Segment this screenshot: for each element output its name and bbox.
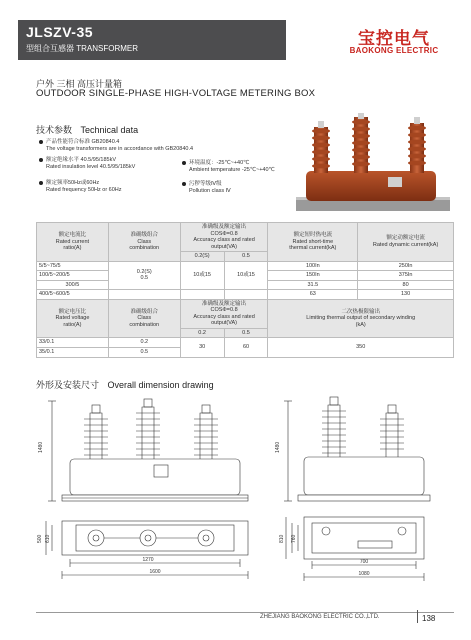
dim-depth-1: 500 <box>37 534 43 543</box>
footer-divider <box>36 612 454 613</box>
spec-item: 额定频率50Hz或60Hz Rated frequency 50Hz or 60Hz <box>46 180 186 194</box>
side-view <box>284 397 430 501</box>
insulator-left <box>312 121 330 173</box>
insulator-center <box>352 113 370 173</box>
page-number: 138 <box>422 614 436 623</box>
dim-height-right: 1480 <box>275 441 281 453</box>
dim-height-left: 1480 <box>38 441 44 453</box>
brand-name-en: BAOKONG ELECTRIC <box>349 46 439 55</box>
front-view <box>48 399 248 501</box>
table-row: 35/0.1 0.5 <box>37 348 454 358</box>
brand-logo <box>335 24 453 58</box>
spec-item: 污秽等级Ⅳ级 Pollution class Ⅳ <box>189 181 289 195</box>
dim-side-inner: 700 <box>359 559 369 565</box>
bullet-icon <box>182 182 186 186</box>
table-row: 100/5~200/5 150In 375In <box>37 271 454 281</box>
brand-name-cn: 宝控电气 <box>358 29 430 48</box>
tech-section-title <box>36 123 138 136</box>
table-row: 400/5~600/5 63 130 <box>37 290 454 300</box>
footer-company: ZHEJIANG BAOKONG ELECTRIC CO.,LTD. <box>260 614 380 620</box>
dim-width-inner: 1270 <box>142 557 154 563</box>
dim-depth-2: 610 <box>45 534 51 543</box>
tech-title-en: Technical data <box>80 125 139 135</box>
tech-title-cn: 技术参数 <box>36 125 73 135</box>
spec-item: 额定绝缘水平 40.5/95/185kV Rated insulation level 40.5/95/185kV <box>46 157 186 171</box>
drawing-title-en: Overall dimension drawing <box>107 380 214 390</box>
bullet-icon <box>39 181 43 185</box>
dim-side-outer: 1080 <box>358 571 370 577</box>
insulator-right <box>408 117 426 173</box>
front-insulator-right <box>194 405 218 459</box>
dimension-drawing <box>36 393 454 601</box>
bullet-icon <box>39 140 43 144</box>
table-header-row: 额定电压比 Rated voltage ratio(A) 准确级组合 Class combination 准确级及额定输出 COSΦ=0.8 Accuracy class and rated output(VA) 二次热极限输出 Limiting thermal output of secondary winding (kA) <box>37 299 454 328</box>
model-subtitle: 型组合互感器 TRANSFORMER <box>26 44 138 53</box>
front-insulator-left <box>84 405 108 459</box>
side-insulator-right <box>380 405 404 457</box>
top-view <box>46 521 248 579</box>
current-spec-table <box>36 222 454 358</box>
bullet-icon <box>39 158 43 162</box>
product-photo <box>292 113 454 225</box>
dim-depth-4: 760 <box>291 534 297 543</box>
spec-item: 环境温度：-25℃~+40℃ Ambient temperature -25℃~+40℃ <box>189 160 299 174</box>
transformer-body <box>306 171 436 201</box>
bullet-icon <box>182 161 186 165</box>
dim-depth-3: 810 <box>279 534 285 543</box>
bottom-side-view <box>286 517 424 581</box>
table-row: 33/0.1 0.2 30 60 350 <box>37 338 454 348</box>
product-title-cn: 户外 三相 高压计量箱 <box>36 79 123 89</box>
drawing-title-cn: 外形及安装尺寸 <box>36 380 100 390</box>
spec-item: 产品性能符合标准 GB20840.4 The voltage transformers are in accordance with GB20840.4 <box>46 139 286 153</box>
product-title-en: OUTDOOR SINGLE-PHASE HIGH-VOLTAGE METERING BOX <box>36 88 316 99</box>
table-subheader-row: 0.2(S) 0.5 <box>37 252 454 262</box>
drawing-section-title <box>36 378 214 391</box>
table-row: 5/5~75/5 0.2(S) 0.5 10或15 10或15 100In 250In <box>37 261 454 271</box>
side-insulator-left <box>322 397 346 457</box>
table-row: 300/5 31.5 80 <box>37 280 454 290</box>
table-header-row: 额定电流比 Rated current ratio(A) 准确级组合 Class combination 准确级及额定输出 COSΦ=0.8 Accuracy class and rated output(VA) 额定短时热电流 Rated short-time thermal current(kA) 额定动额定电流 Rated dynamic current(kA) <box>37 223 454 252</box>
table-subheader-row: 0.2 0.5 <box>37 328 454 338</box>
model-title: JLSZV-35 <box>26 24 94 40</box>
dim-width-outer: 1600 <box>149 569 161 575</box>
front-insulator-center <box>136 399 160 459</box>
